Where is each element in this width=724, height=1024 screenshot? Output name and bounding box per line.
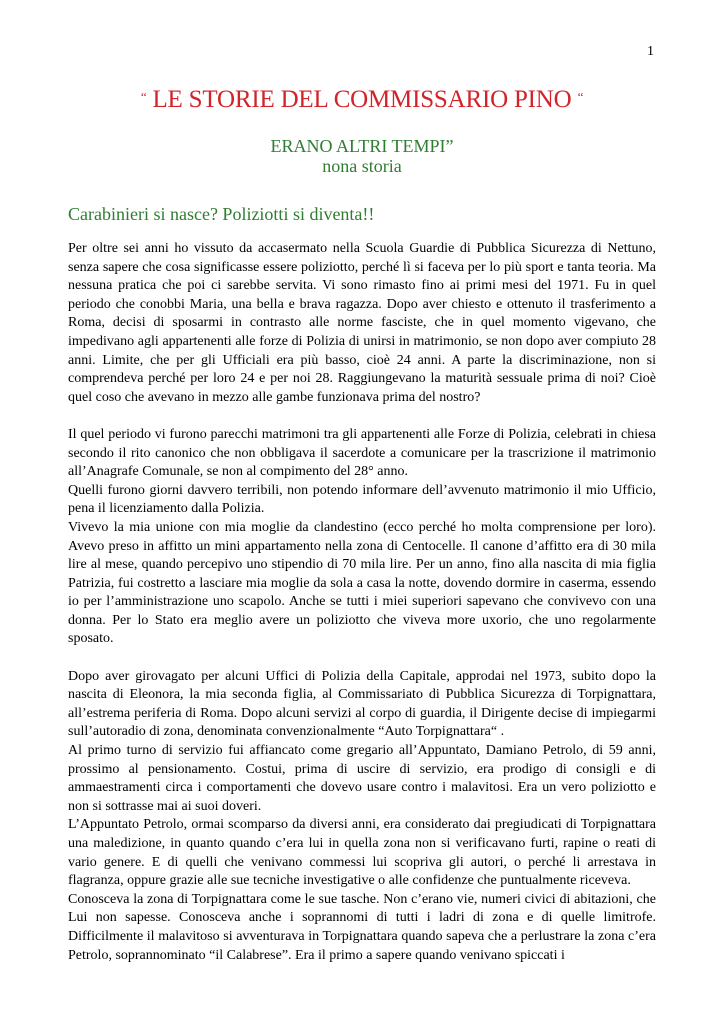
subtitle-line-1: ERANO ALTRI TEMPI” xyxy=(270,136,454,156)
body-text xyxy=(68,240,656,965)
paragraph: Dopo aver girovagato per alcuni Uffici di Polizia della Capitale, approdai nel 1973, subito dopo la nascita di Eleonora, la mia seconda figlia, al Commissariato di Pubblica Sicurezza di Torpignattara, all’estrema periferia di Roma. Dopo alcuni servizi al corpo di guardia, il Dirigente decise di impiegarmi sull’autoradio di zona, denominata convenzionalmente “Auto Torpignattara“ . xyxy=(68,668,656,740)
title-open-quote: “ xyxy=(140,89,147,104)
paragraph: Conosceva la zona di Torpignattara come le sue tasche. Non c’erano vie, numeri civici di abitazioni, che Lui non sapesse. Conosceva anche i soprannomi di tutti i ladri di zona e di quelle limitrofe. Difficilmente il malavitoso si avventurava in Torpignattara quando sapeva che a perlustrare la zona c’era Petrolo, soprannominato “il Calabrese”. Era il primo a sapere quando venivano spiccati i xyxy=(68,891,656,963)
paragraph-gap xyxy=(68,407,656,426)
page-number: 1 xyxy=(647,44,654,59)
paragraph: L’Appuntato Petrolo, ormai scomparso da diversi anni, era considerato dai pregiudicati di Torpignattara una maledizione, in quanto quando c’era lui in quella zona non si verificavano furti, rapine o reati di vario genere. E di quelli che venivano commessi lui scopriva gli autori, o perché li arrestava in flagranza, oppure grazie alle sue tecniche investigative o alle confidenze che puntualmente riceveva. xyxy=(68,817,656,889)
paragraph: Il quel periodo vi furono parecchi matrimoni tra gli appartenenti alle Forze di Polizia, celebrati in chiesa secondo il rito canonico che non obbligava il sacerdote a comunicare per la trascrizione il matrimonio all’Anagrafe Comunale, se non al compimento del 28° anno. xyxy=(68,426,656,480)
paragraph: Al primo turno di servizio fui affiancato come gregario all’Appuntato, Damiano Petrolo, di 59 anni, prossimo al pensionamento. Costui, prima di uscire di servizio, era prodigo di consigli e di ammaestramenti circa i comportamenti che dovevo usare contro i malavitosi. Era un vero poliziotto e non si sottrasse mai ai suoi doveri. xyxy=(68,743,656,814)
subtitle-line-2: nona storia xyxy=(322,156,402,176)
title-text: LE STORIE DEL COMMISSARIO PINO xyxy=(152,86,572,113)
section-heading: Carabinieri si nasce? Poliziotti si diventa!! xyxy=(68,204,375,224)
document-title xyxy=(0,86,724,114)
title-close-quote: “ xyxy=(577,89,584,104)
paragraph: Per oltre sei anni ho vissuto da accasermato nella Scuola Guardie di Pubblica Sicurezza di Nettuno, senza sapere che cosa significasse essere poliziotto, perché lì si faceva per lo più sport e tanta teoria. Ma nessuna pratica che poi ci sarebbe servita. Vi sono rimasto fino ai primi mesi del 1971. Fu in quel periodo che conobbi Maria, una bella e brava ragazza. Dopo aver chiesto e ottenuto il trasferimento a Roma, decisi di sposarmi in contrasto alle norme fasciste, che in quel momento vigevano, che impedivano agli appartenenti alle forze di Polizia di unirsi in matrimonio, se non dopo aver compiuto 28 anni. Limite, che per gli Ufficiali era più basso, cioè 24 anni. A parte la discriminazione, non si comprendeva perché per loro 24 e per noi 28. Raggiungevano la maturità sessuale prima di noi? Cioè quel coso che avevano in mezzo alle gambe funzionava prima del nostro? xyxy=(68,241,656,405)
paragraph: Vivevo la mia unione con mia moglie da clandestino (ecco perché ho molta comprensione per loro). Avevo preso in affitto un mini appartamento nella zona di Centocelle. Il canone d’affitto era di 30 mila lire al mese, quando percepivo uno stipendio di 70 mila lire. Per un anno, fino alla nascita di mia figlia Patrizia, fui costretto a lasciare mia moglie da sola a casa la notte, dovendo dormire in caserma, essendo io per l’amministrazione uno scapolo. Anche se tutti i miei superiori sapevano che convivevo con una donna. Per lo Stato era meglio avere un poliziotto che viveva more uxorio, che uno regolarmente sposato. xyxy=(68,519,656,647)
paragraph-gap xyxy=(68,649,656,668)
paragraph: Quelli furono giorni davvero terribili, non potendo informare dell’avvenuto matrimonio il mio Ufficio, pena il licenziamento dalla Polizia. xyxy=(68,482,656,517)
